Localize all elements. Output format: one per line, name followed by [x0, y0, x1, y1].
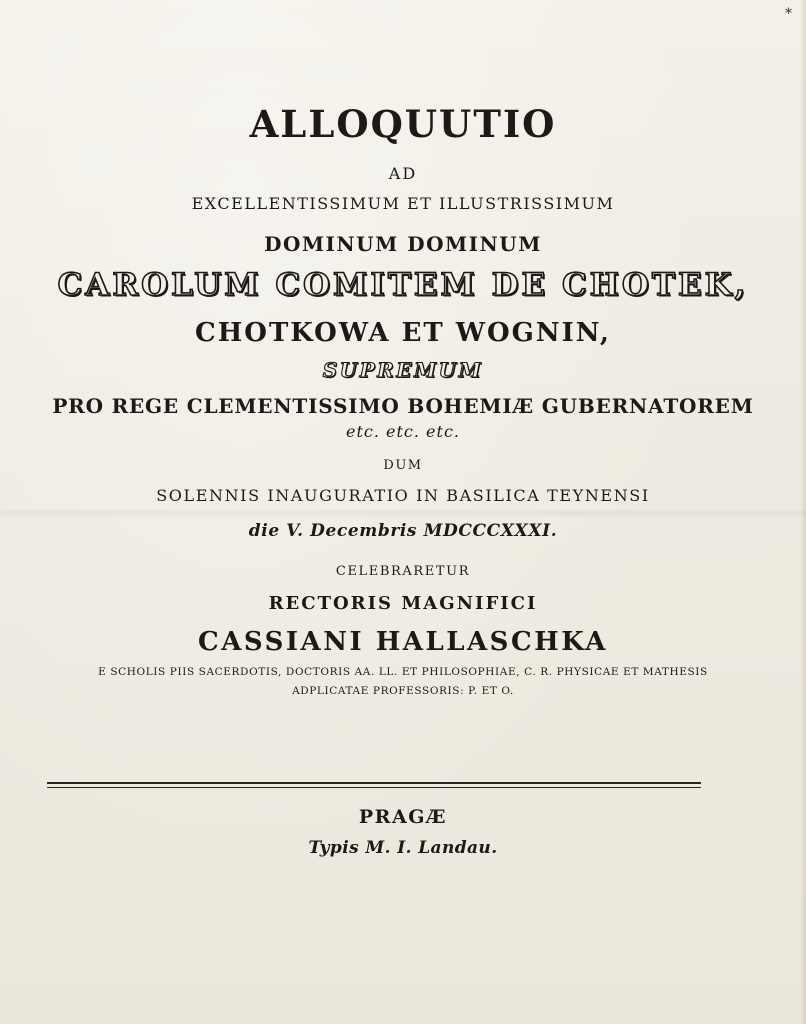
- addressee-epithet: EXCELLENTISSIMUM ET ILLUSTRISSIMUM: [191, 194, 615, 213]
- occasion-line: SOLENNIS INAUGURATIO IN BASILICA TEYNENSI: [156, 486, 650, 505]
- etc-line: etc. etc. etc.: [345, 422, 460, 441]
- office-line: PRO REGE CLEMENTISSIMO BOHEMIÆ GUBERNATOREM: [52, 394, 754, 418]
- rectoris-line: RECTORIS MAGNIFICI: [268, 593, 538, 614]
- dominum-line: DOMINUM DOMINUM: [264, 232, 542, 256]
- supremum-line: SUPREMUM: [322, 358, 484, 382]
- author-name: CASSIANI HALLASCHKA: [198, 627, 608, 657]
- double-rule-divider: [47, 782, 701, 788]
- ad-line: AD: [388, 164, 418, 183]
- author-titles-line-2: ADPLICATAE PROFESSORIS: P. ET O.: [292, 685, 514, 697]
- addressee-estates: CHOTKOWA ET WOGNIN,: [195, 318, 611, 348]
- imprint-place: PRAGÆ: [358, 806, 448, 828]
- author-titles-line-1: E SCHOLIS PIIS SACERDOTIS, DOCTORIS AA. LL. ET PHILOSOPHIAE, C. R. PHYSICAE ET MATHESIS: [98, 666, 708, 678]
- paper-edge-shadow: [800, 0, 806, 1024]
- corner-mark: *: [785, 6, 792, 22]
- addressee-name: CAROLUM COMITEM DE CHOTEK,: [57, 267, 749, 303]
- document-title: ALLOQUUTIO: [249, 102, 557, 146]
- paper-fold: [0, 508, 806, 518]
- imprint-printer: Typis M. I. Landau.: [308, 838, 498, 858]
- dum-line: DUM: [383, 458, 423, 473]
- date-line: die V. Decembris MDCCCXXXI.: [248, 521, 558, 541]
- celebraretur-line: CELEBRARETUR: [335, 564, 471, 579]
